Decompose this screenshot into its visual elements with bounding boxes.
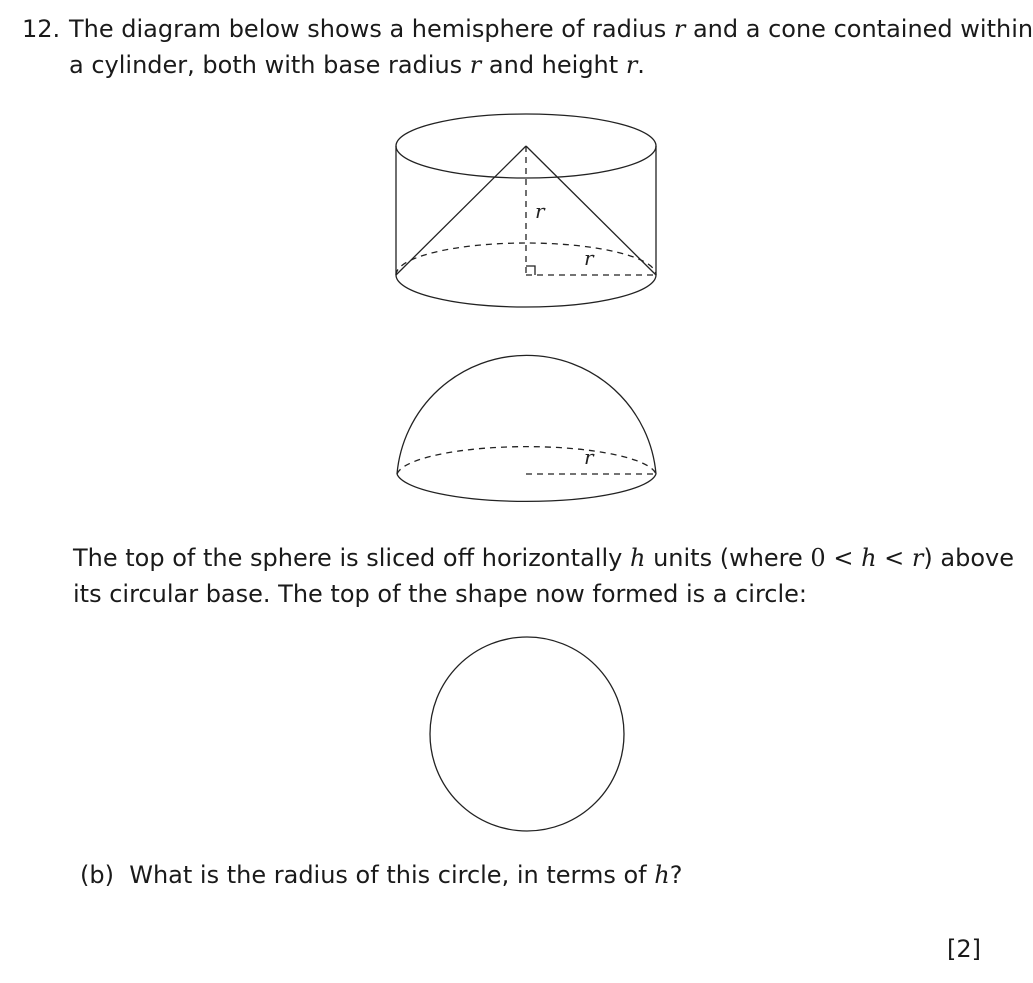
hemisphere-base-front xyxy=(397,474,656,501)
slice-var-h2: h xyxy=(861,544,877,572)
right-angle-marker xyxy=(526,266,535,275)
intro-text-b: and a cone contained within xyxy=(685,15,1033,43)
slice-lt-1: < xyxy=(825,544,862,572)
slice-var-r: r xyxy=(911,544,924,572)
cylinder-cone-figure xyxy=(396,114,656,307)
slice-lt-2: < xyxy=(876,544,912,572)
slice-description-line-2: its circular base. The top of the shape now formed is a circle: xyxy=(73,580,808,608)
intro2-var-r2: r xyxy=(625,51,638,79)
intro-var-r: r xyxy=(673,15,686,43)
slice-text-b: units (where xyxy=(645,544,811,572)
hemisphere-radius-label: r xyxy=(584,445,594,469)
part-b-question xyxy=(80,857,682,893)
slice-var-h1: h xyxy=(629,544,646,572)
part-b-label: (b) xyxy=(80,861,114,889)
slice-circle xyxy=(430,637,624,831)
cylinder-base-front xyxy=(396,275,656,307)
cone-height-label: r xyxy=(535,199,545,223)
slice-text-c: ) above xyxy=(923,544,1014,572)
question-number: 12. xyxy=(22,15,61,43)
hemisphere-dome xyxy=(397,355,656,474)
intro2-text-a: a cylinder, both with base radius xyxy=(69,51,470,79)
intro2-text-b: and height xyxy=(481,51,626,79)
hemisphere-figure xyxy=(397,355,656,501)
slice-zero: 0 xyxy=(810,544,826,572)
marks-label: [2] xyxy=(947,935,981,963)
intro2-text-c: . xyxy=(637,51,645,79)
slice-description-line-1 xyxy=(73,540,1014,576)
intro-text-a: The diagram below shows a hemisphere of radius xyxy=(69,15,674,43)
intro2-var-r1: r xyxy=(469,51,482,79)
part-b-text-a: What is the radius of this circle, in terms of xyxy=(129,861,655,889)
slice-text-a: The top of the sphere is sliced off horizontally xyxy=(73,544,630,572)
hemisphere-base-back xyxy=(397,447,656,474)
cone-left-slant xyxy=(396,146,526,275)
part-b-text-b: ? xyxy=(669,861,683,889)
part-b-var-h: h xyxy=(654,861,670,889)
cone-radius-label: r xyxy=(584,246,594,270)
